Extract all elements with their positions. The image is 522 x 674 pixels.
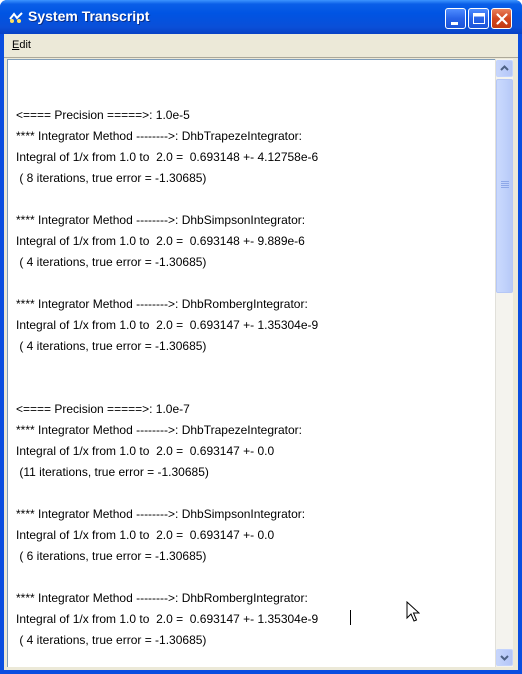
transcript-line: <==== Precision =====>: 1.0e-5 [16, 108, 190, 122]
thumb-grip [501, 185, 509, 186]
mouse-pointer-icon [406, 601, 420, 628]
transcript-text-area[interactable] [7, 59, 496, 668]
transcript-line: Integral of 1/x from 1.0 to 2.0 = 0.693147 +- 1.35304e-9 [16, 612, 319, 626]
thumb-grip [501, 181, 509, 182]
transcript-line: ( 6 iterations, true error = -1.30685) [16, 549, 207, 563]
transcript-line: **** Integrator Method -------->: DhbSimpsonIntegrator: [16, 507, 306, 521]
transcript-line: Integral of 1/x from 1.0 to 2.0 = 0.693147 +- 0.0 [16, 528, 275, 542]
transcript-line: (11 iterations, true error = -1.30685) [16, 465, 209, 479]
text-caret [350, 610, 351, 625]
minimize-icon [446, 9, 467, 30]
transcript-line: Integral of 1/x from 1.0 to 2.0 = 0.693148 +- 4.12758e-6 [16, 150, 319, 164]
arrow-down-icon [497, 650, 512, 665]
menu-bar [4, 36, 518, 56]
scroll-thumb[interactable] [496, 79, 513, 293]
transcript-line: ( 4 iterations, true error = -1.30685) [16, 255, 207, 269]
transcript-line: ( 4 iterations, true error = -1.30685) [16, 633, 207, 647]
transcript-line: **** Integrator Method -------->: DhbRombergIntegrator: [16, 591, 308, 605]
close-button[interactable] [491, 8, 512, 29]
arrow-up-icon [497, 61, 512, 76]
transcript-line: Integral of 1/x from 1.0 to 2.0 = 0.693148 +- 9.889e-6 [16, 234, 305, 248]
transcript-line: **** Integrator Method -------->: DhbRombergIntegrator: [16, 297, 308, 311]
close-icon [492, 9, 513, 30]
minimize-button[interactable] [445, 8, 466, 29]
transcript-line: **** Integrator Method -------->: DhbSimpsonIntegrator: [16, 213, 306, 227]
scroll-up-button[interactable] [496, 60, 513, 77]
vertical-scrollbar[interactable] [495, 59, 513, 667]
transcript-line: ( 4 iterations, true error = -1.30685) [16, 339, 207, 353]
maximize-button[interactable] [468, 8, 489, 29]
transcript-line: Integral of 1/x from 1.0 to 2.0 = 0.693147 +- 0.0 [16, 444, 275, 458]
menu-edit[interactable]: Edit [12, 39, 31, 51]
thumb-grip [501, 187, 509, 188]
window-bottom-border [4, 667, 518, 670]
thumb-grip [501, 183, 509, 184]
menu-separator [4, 57, 518, 58]
transcript-line: **** Integrator Method -------->: DhbTrapezeIntegrator: [16, 423, 303, 437]
maximize-icon [469, 9, 490, 30]
squeak-icon[interactable] [8, 10, 24, 26]
scroll-down-button[interactable] [496, 649, 513, 666]
title-bar[interactable] [0, 0, 522, 34]
transcript-line: **** Integrator Method -------->: DhbTrapezeIntegrator: [16, 129, 303, 143]
window-title: System Transcript [28, 8, 150, 24]
transcript-line: ( 8 iterations, true error = -1.30685) [16, 171, 207, 185]
transcript-line: Integral of 1/x from 1.0 to 2.0 = 0.693147 +- 1.35304e-9 [16, 318, 319, 332]
transcript-line: <==== Precision =====>: 1.0e-7 [16, 402, 190, 416]
